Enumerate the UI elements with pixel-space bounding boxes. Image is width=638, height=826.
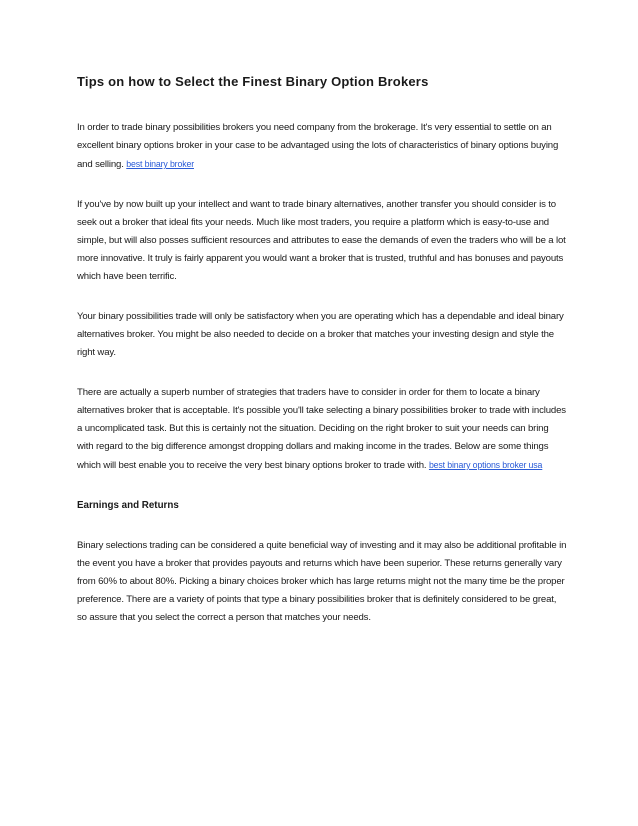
best-binary-broker-link[interactable]: best binary broker <box>126 159 194 169</box>
paragraph-intro-text: In order to trade binary possibilities brokers you need company from the brokerage. It's very essential to settle on an excellent binary options broker in your case to be advantaged using the lots of characteristics of binary options buying and selling. <box>77 122 559 170</box>
paragraph-dependable-broker: Your binary possibilities trade will only be satisfactory when you are operating which has a dependable and ideal binary alternatives broker. You might be also needed to decide on a broker that matches your investing design and style the right way. <box>77 311 564 358</box>
paragraph-intro <box>77 119 567 174</box>
section-heading-earnings: Earnings and Returns <box>77 500 179 511</box>
document-title: Tips on how to Select the Finest Binary Option Brokers <box>77 74 429 89</box>
best-binary-options-broker-usa-link[interactable]: best binary options broker usa <box>428 460 543 470</box>
paragraph-earnings: Binary selections trading can be considered a quite beneficial way of investing and it may also be additional profitable in the event you have a broker that provides payouts and returns which have been superior. These returns generally vary from 60% to about 80%. Picking a binary choices broker which has large returns might not the many time be the proper preference. There are a variety of points that type a binary possibilities broker that is definitely considered to be great, so assure that you select the correct a person that matches your needs. <box>77 540 567 623</box>
paragraph-strategies-text: There are actually a superb number of strategies that traders have to consider in order for them to locate a binary alternatives broker that is acceptable. It's possible you'll take selecting a binary possibilities broker to trade with includes a uncomplicated task. But this is certainly not the situation. Deciding on the right broker to suit your needs can bring with regard to the big difference amongst dropping dollars and making income in the trades. Below are some things which will best enable you to receive the very best binary options broker to trade with. <box>77 387 566 471</box>
document-page <box>77 74 567 627</box>
paragraph-choose-broker: If you've by now built up your intellect and want to trade binary alternatives, another transfer you should consider is to seek out a broker that ideal fits your needs. Much like most traders, you require a platform which is easy-to-use and simple, but will also posses sufficient resources and attributes to ease the demands of even the traders who will be a lot more innovative. It truly is fairly apparent you would want a broker that is trusted, truthful and has bonuses and payouts which have been terrific. <box>77 199 566 282</box>
paragraph-strategies <box>77 384 567 475</box>
